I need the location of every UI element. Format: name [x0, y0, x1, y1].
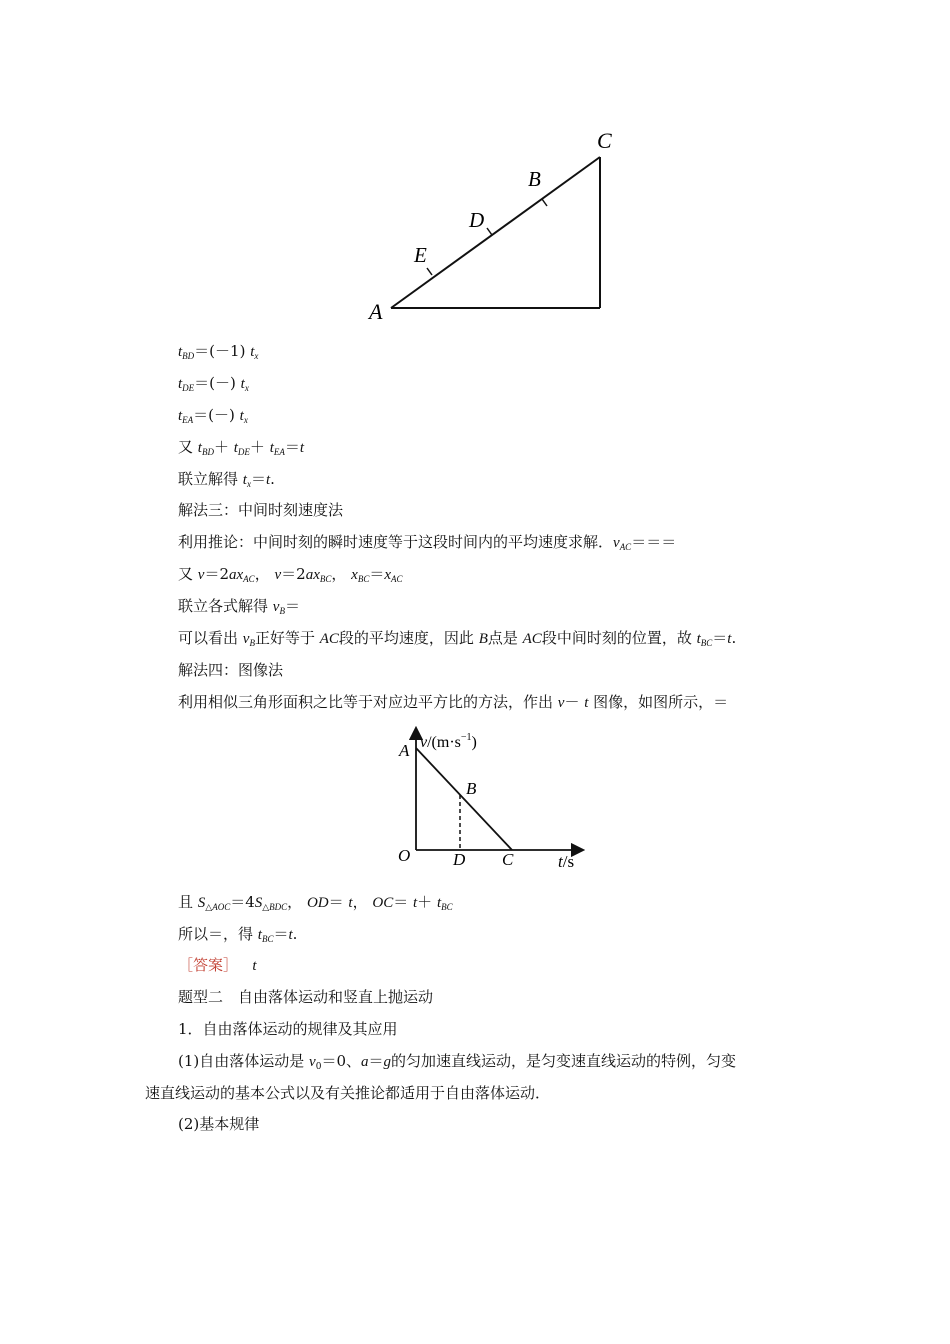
basic-laws-title: (2)基本规律: [178, 1115, 260, 1133]
xlabel: t/s: [558, 852, 575, 871]
line-solve-tx: 联立解得 $t_x=t$.: [178, 470, 275, 489]
line-inference: 利用推论：中间时刻的瞬时速度等于这段时间内的平均速度求解．$v_{AC}===$: [178, 533, 677, 552]
line-solve-vb: 联立各式解得 $v_B=$: [178, 597, 300, 616]
line-result-tbc: 所以＝，得 $t_{BC}=t$.: [178, 925, 298, 944]
method-four-title: 解法四：图像法: [178, 661, 284, 679]
line-sum: 又 $t_{BD}+ t_{DE}+ t_{EA}=t$: [178, 438, 305, 457]
tick-e: [427, 268, 432, 275]
vt-label-o: O: [398, 846, 411, 865]
vt-label-a: A: [399, 741, 410, 760]
section-title-type-two: 题型二 自由落体运动和竖直上抛运动: [178, 988, 434, 1006]
triangle-figure: [360, 120, 630, 330]
line-tea: $t_{EA}=(-)$ $t_x$: [178, 406, 248, 425]
vt-label-d: D: [453, 850, 466, 869]
vt-label-b: B: [466, 779, 477, 798]
method-three-title: 解法三：中间时刻速度法: [178, 501, 344, 519]
line-graph-method: 利用相似三角形面积之比等于对应边平方比的方法，作出 v－ t 图像，如图所示，＝: [178, 693, 729, 711]
tick-b: [542, 199, 547, 206]
triangle-side-ac: [391, 157, 600, 308]
paragraph-free-fall-2: 速直线运动的基本公式以及有关推论都适用于自由落体运动．: [145, 1084, 551, 1102]
line-tbd: $t_{BD}=(-1)$ $t_x$: [178, 342, 259, 361]
vt-label-c: C: [502, 850, 514, 869]
tick-d: [487, 228, 492, 235]
velocity-line: [416, 748, 512, 850]
line-velocity-eqs: 又 $v=2ax_{AC}$， $v=2ax_{BC}$， $x_{BC}=x_{AC}$: [178, 565, 403, 584]
label-d: D: [469, 208, 485, 232]
answer-bracket: ［答案］: [178, 956, 239, 974]
answer-line: [178, 955, 257, 976]
subsection-free-fall: 1．自由落体运动的规律及其应用: [178, 1020, 398, 1038]
label-b: B: [528, 167, 541, 191]
vt-graph: [390, 725, 600, 875]
line-area-ratio: 且 $S_{\triangle AOC}=4S_{\triangle BDC}$， OD＝ t， $OC= t+ t_{BC}$: [178, 893, 453, 912]
ylabel: $v/(m\cdot s^{-1})$: [420, 732, 477, 751]
label-c: C: [597, 128, 612, 153]
label-e: E: [414, 243, 427, 267]
answer-value: t: [252, 958, 257, 974]
paragraph-free-fall-1: (1)自由落体运动是 $v_0=0$、a＝g的匀加速直线运动，是匀变速直线运动的特例，匀变: [178, 1052, 737, 1072]
line-tde: $t_{DE}=(-)$ $t_x$: [178, 374, 249, 393]
label-a: A: [369, 299, 383, 324]
line-conclusion: 可以看出 $v_B$正好等于 AC段的平均速度，因此 B点是 AC段中间时刻的位置，故 $t_{BC}=t$.: [178, 629, 737, 648]
